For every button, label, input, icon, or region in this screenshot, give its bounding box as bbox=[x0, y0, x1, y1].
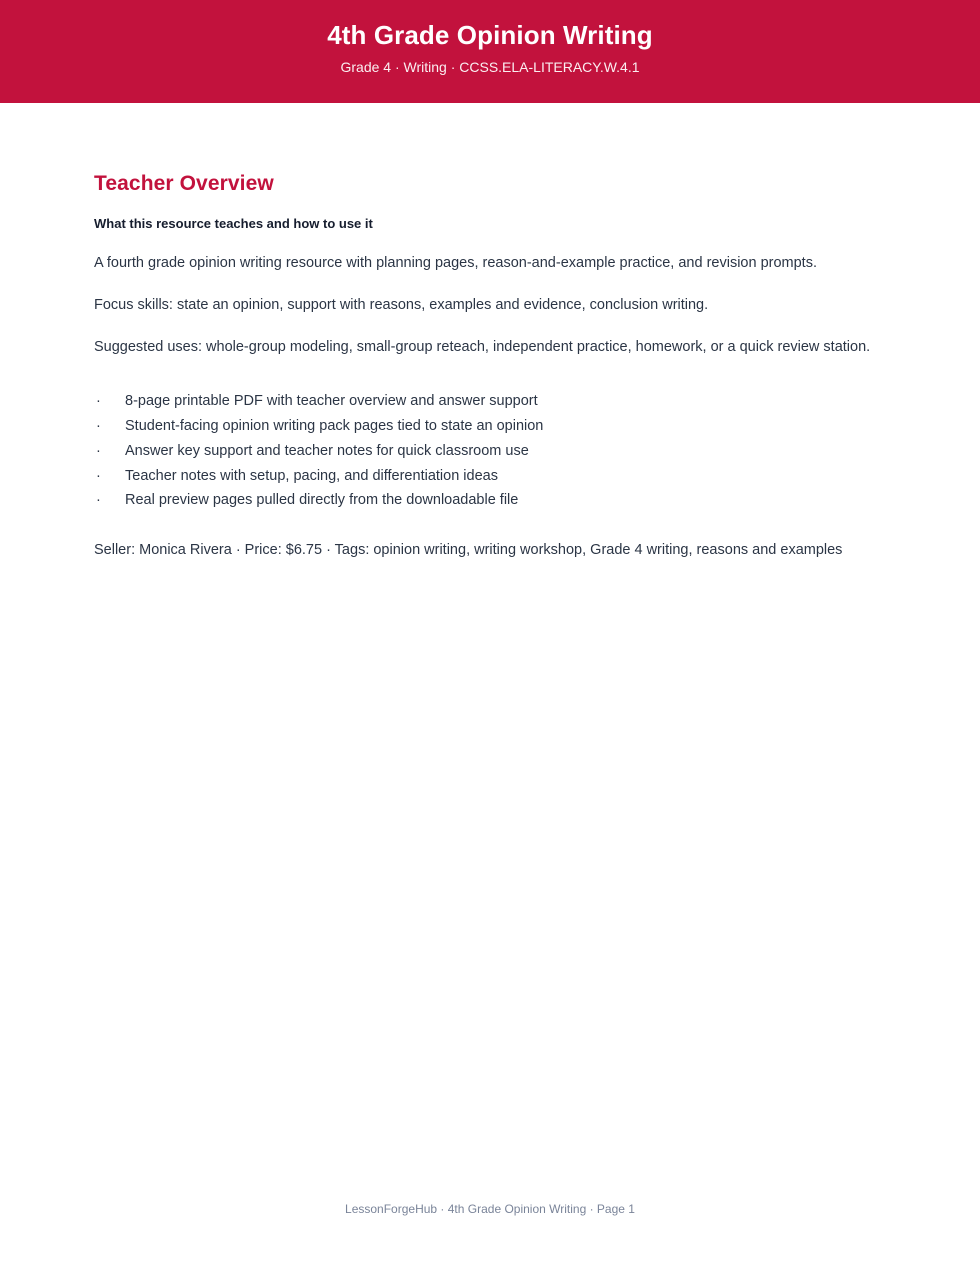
overview-paragraph-description: A fourth grade opinion writing resource with planning pages, reason-and-example practice, and revision prompts. bbox=[94, 255, 817, 272]
bullet-icon: · bbox=[96, 467, 101, 484]
page-title: 4th Grade Opinion Writing bbox=[327, 20, 653, 50]
list-item bbox=[94, 390, 886, 413]
list-item-label: Real preview pages pulled directly from the downloadable file bbox=[125, 492, 519, 509]
page-subtitle: Grade 4 · Writing · CCSS.ELA-LITERACY.W.4.1 bbox=[340, 59, 640, 76]
bullet-icon: · bbox=[96, 417, 101, 434]
bullet-icon: · bbox=[96, 442, 101, 459]
section-subheading: What this resource teaches and how to use it bbox=[94, 216, 373, 232]
document-header bbox=[0, 0, 980, 103]
list-item-label: 8-page printable PDF with teacher overview and answer support bbox=[125, 392, 538, 409]
bullet-icon: · bbox=[96, 492, 101, 509]
list-item bbox=[94, 465, 886, 488]
resource-meta-line: Seller: Monica Rivera · Price: $6.75 · Tags: opinion writing, writing workshop, Grade 4 writing, reasons and examples bbox=[94, 542, 843, 559]
list-item-label: Teacher notes with setup, pacing, and differentiation ideas bbox=[125, 467, 498, 484]
list-item-label: Student-facing opinion writing pack pages tied to state an opinion bbox=[125, 417, 544, 434]
overview-paragraph-focus-skills: Focus skills: state an opinion, support with reasons, examples and evidence, conclusion writing. bbox=[94, 296, 709, 313]
page-body bbox=[0, 103, 980, 562]
bullet-icon: · bbox=[96, 392, 101, 409]
overview-paragraph-suggested-uses: Suggested uses: whole-group modeling, small-group reteach, independent practice, homework, or a quick review station. bbox=[94, 338, 871, 355]
list-item-label: Answer key support and teacher notes for quick classroom use bbox=[125, 442, 529, 459]
list-item bbox=[94, 489, 886, 512]
list-item bbox=[94, 415, 886, 438]
list-item bbox=[94, 440, 886, 463]
section-heading-teacher-overview: Teacher Overview bbox=[94, 172, 274, 195]
feature-list bbox=[94, 390, 886, 513]
page-footer: LessonForgeHub · 4th Grade Opinion Writing · Page 1 bbox=[345, 1202, 635, 1216]
